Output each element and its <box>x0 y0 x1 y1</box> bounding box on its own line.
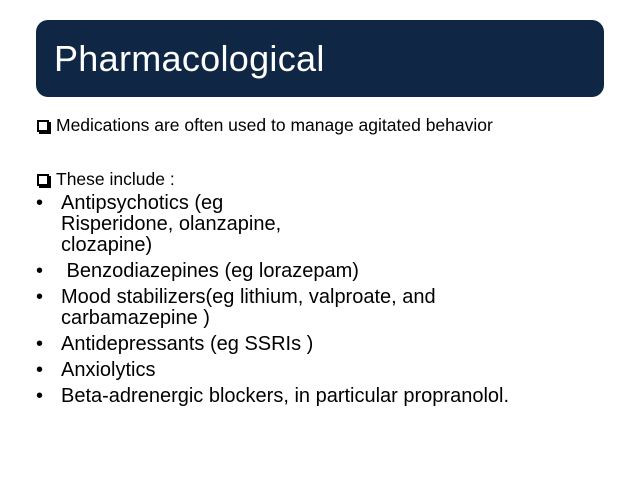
intro-line-includes <box>37 168 175 190</box>
list-item-text: Beta-adrenergic blockers, in particular propranolol. <box>61 385 510 407</box>
list-item-text: Antidepressants (eg SSRIs ) <box>61 333 314 355</box>
bullet-icon: • <box>36 385 44 407</box>
list-item-text: Benzodiazepines (eg lorazepam) <box>61 260 359 282</box>
list-item-beta-blockers <box>36 386 626 407</box>
title-bar <box>36 20 604 97</box>
bullet-icon: • <box>36 333 44 355</box>
list-item-antipsychotics <box>36 193 626 256</box>
bullet-icon: • <box>36 192 44 214</box>
medication-list <box>36 193 626 412</box>
bullet-icon: • <box>36 260 44 282</box>
list-item-benzodiazepines <box>36 261 626 282</box>
list-item-text: Antipsychotics (eg Risperidone, olanzapine, clozapine) <box>61 192 282 256</box>
bullet-icon: • <box>36 359 44 381</box>
list-item-anxiolytics <box>36 360 626 381</box>
bullet-icon: • <box>36 286 44 308</box>
checkbox-icon <box>37 120 49 132</box>
intro-line-medications <box>37 114 493 136</box>
list-item-antidepressants <box>36 334 626 355</box>
checkbox-icon <box>37 174 49 186</box>
slide-title: Pharmacological <box>54 37 325 79</box>
list-item-text: Mood stabilizers(eg lithium, valproate, and carbamazepine ) <box>61 286 436 329</box>
list-item-text: Anxiolytics <box>61 359 156 381</box>
intro-text: These include : <box>56 169 175 189</box>
list-item-mood-stabilizers <box>36 287 626 329</box>
intro-text: Medications are often used to manage agitated behavior <box>56 115 493 135</box>
